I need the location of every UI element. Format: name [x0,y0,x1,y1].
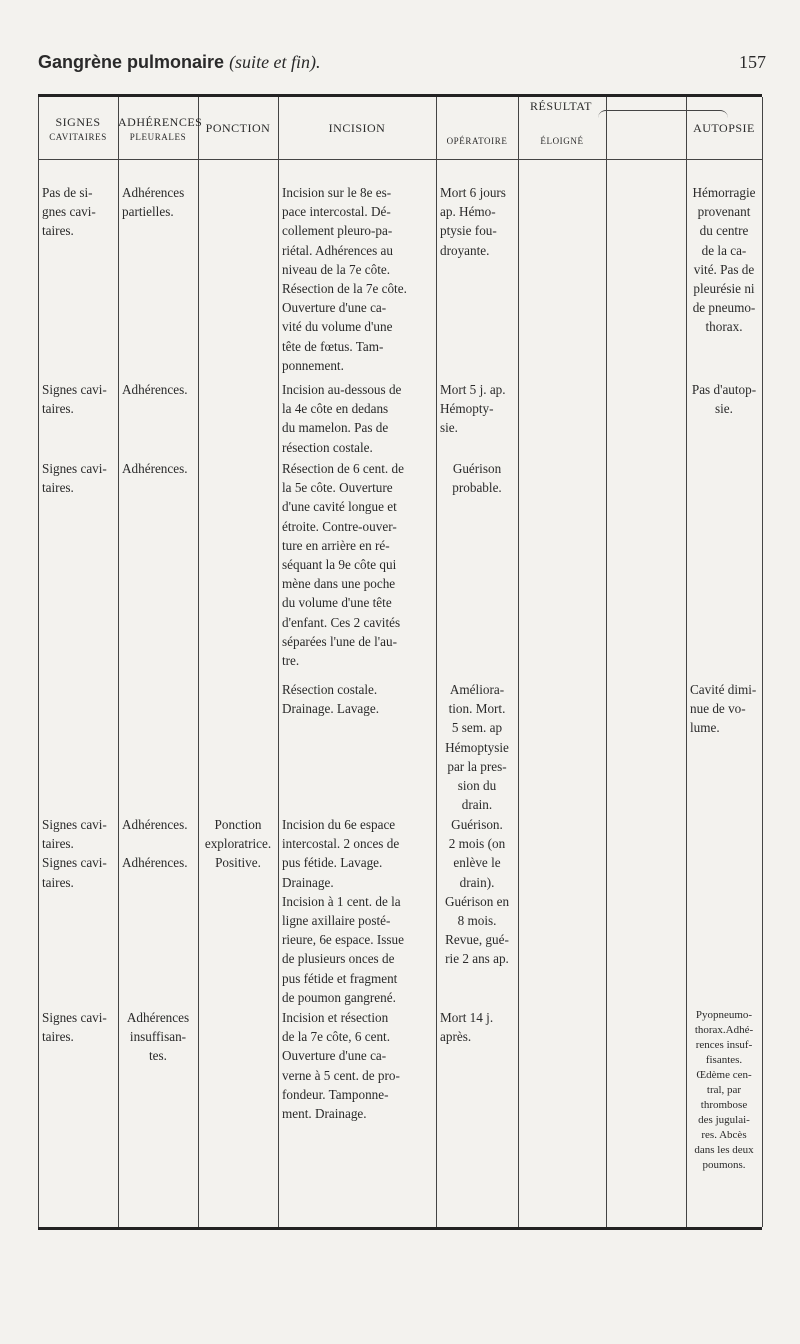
cell-resultat-operatoire: Guérison. 2 mois (on enlève le drain). Guérison en 8 mois. Revue, gué- rie 2 ans ap. [444,817,510,967]
col-rule [518,97,519,1227]
cell-adherences: Adhérences. Adhérences. [122,817,188,871]
header-eloigne: ÉLOIGNÉ [540,136,584,146]
cell-resultat-operatoire: Mort 5 j. ap. Hémopty- sie. [440,382,506,436]
running-head [38,52,766,73]
cell-adherences: Adhérences insuffisan- tes. [126,1010,190,1064]
header-incision: INCISION [328,121,386,135]
col-rule [762,97,763,1227]
header-operatoire: OPÉRATOIRE [446,136,508,146]
result-brace [598,110,728,119]
cell-incision: Résection de 6 cent. de la 5e côte. Ouverture d'une cavité longue et étroite. Contre-ouver- ture en arrière en ré- séquant la 9e côte qui mène dans une poche du volume d'une tête d'enfant. Ces 2 cavités séparées l'une de l'au- tre. [282,461,404,669]
cell-autopsie: Pas d'autop- sie. [691,382,757,417]
cell-incision: Incision et résection de la 7e côte, 6 cent. Ouverture d'une ca- verne à 5 cent. de pro- fondeur. Tamponne- ment. Drainage. [282,1010,400,1122]
cell-resultat-operatoire: Guérison probable. [452,461,502,496]
header-adherences: ADHÉRENCES PLEURALES [118,115,203,142]
header-signes: SIGNES CAVITAIRES [49,115,107,142]
col-rule [278,97,279,1227]
cell-autopsie: Pyopneumo- thorax.Adhé- rences insuf- fisantes. Œdème cen- tral, par thrombose des jugulai- res. Abcès dans les deux poumons. [694,1009,754,1171]
col-rule [38,97,39,1227]
header-rule [38,159,762,160]
cell-signes: Signes cavi- taires. [42,461,107,496]
header-autopsie: AUTOPSIE [693,121,755,135]
col-rule [436,97,437,1227]
cell-incision: Résection costale. Drainage. Lavage. [282,682,380,717]
cell-autopsie: Cavité dimi- nue de vo- lume. [690,682,757,736]
cell-resultat-operatoire: Mort 14 j. après. [440,1010,494,1045]
cell-incision: Incision sur le 8e es- pace intercostal. Dé- collement pleuro-pa- riétal. Adhérences au niveau de la 7e côte. Résection de la 7e côte. Ouverture d'une ca- vité du volume d'une tête de fœtus. Tam- ponnement. [282,185,407,373]
cell-resultat-operatoire: Améliora- tion. Mort. 5 sem. ap Hémoptysie par la pres- sion du drain. [445,682,509,813]
page-number: 157 [739,52,766,72]
cell-incision: Incision du 6e espace intercostal. 2 onces de pus fétide. Lavage. Drainage. Incision à 1 cent. de la ligne axillaire posté- rieure, 6e espace. Issue de plusieurs onces de pus fétide et fragment de poumon gangrené. [282,817,404,1005]
header-ponction: PONCTION [205,121,271,135]
cell-adherences: Adhérences. [122,382,188,397]
cell-resultat-operatoire: Mort 6 jours ap. Hémo- ptysie fou- droyante. [440,185,506,258]
header-resultat: RÉSULTAT [530,99,592,113]
cell-signes: Signes cavi- taires. Signes cavi- taires. [42,817,107,890]
cell-ponction: Ponction exploratrice. Positive. [204,817,272,871]
cell-signes: Signes cavi- taires. [42,382,107,417]
col-rule [198,97,199,1227]
cell-autopsie: Hémorragie provenant du centre de la ca- vité. Pas de pleurésie ni de pneumo- thorax. [692,185,756,335]
cell-signes: Signes cavi- taires. [42,1010,107,1045]
cell-adherences: Adhérences. [122,461,188,476]
cell-incision: Incision au-dessous de la 4e côte en dedans du mamelon. Pas de résection costale. [282,382,402,455]
col-rule [606,97,607,1227]
page-title: Gangrène pulmonaire (suite et fin). [38,52,321,72]
cell-adherences: Adhérences partielles. [122,185,185,220]
cell-signes: Pas de si- gnes cavi- taires. [42,185,96,239]
